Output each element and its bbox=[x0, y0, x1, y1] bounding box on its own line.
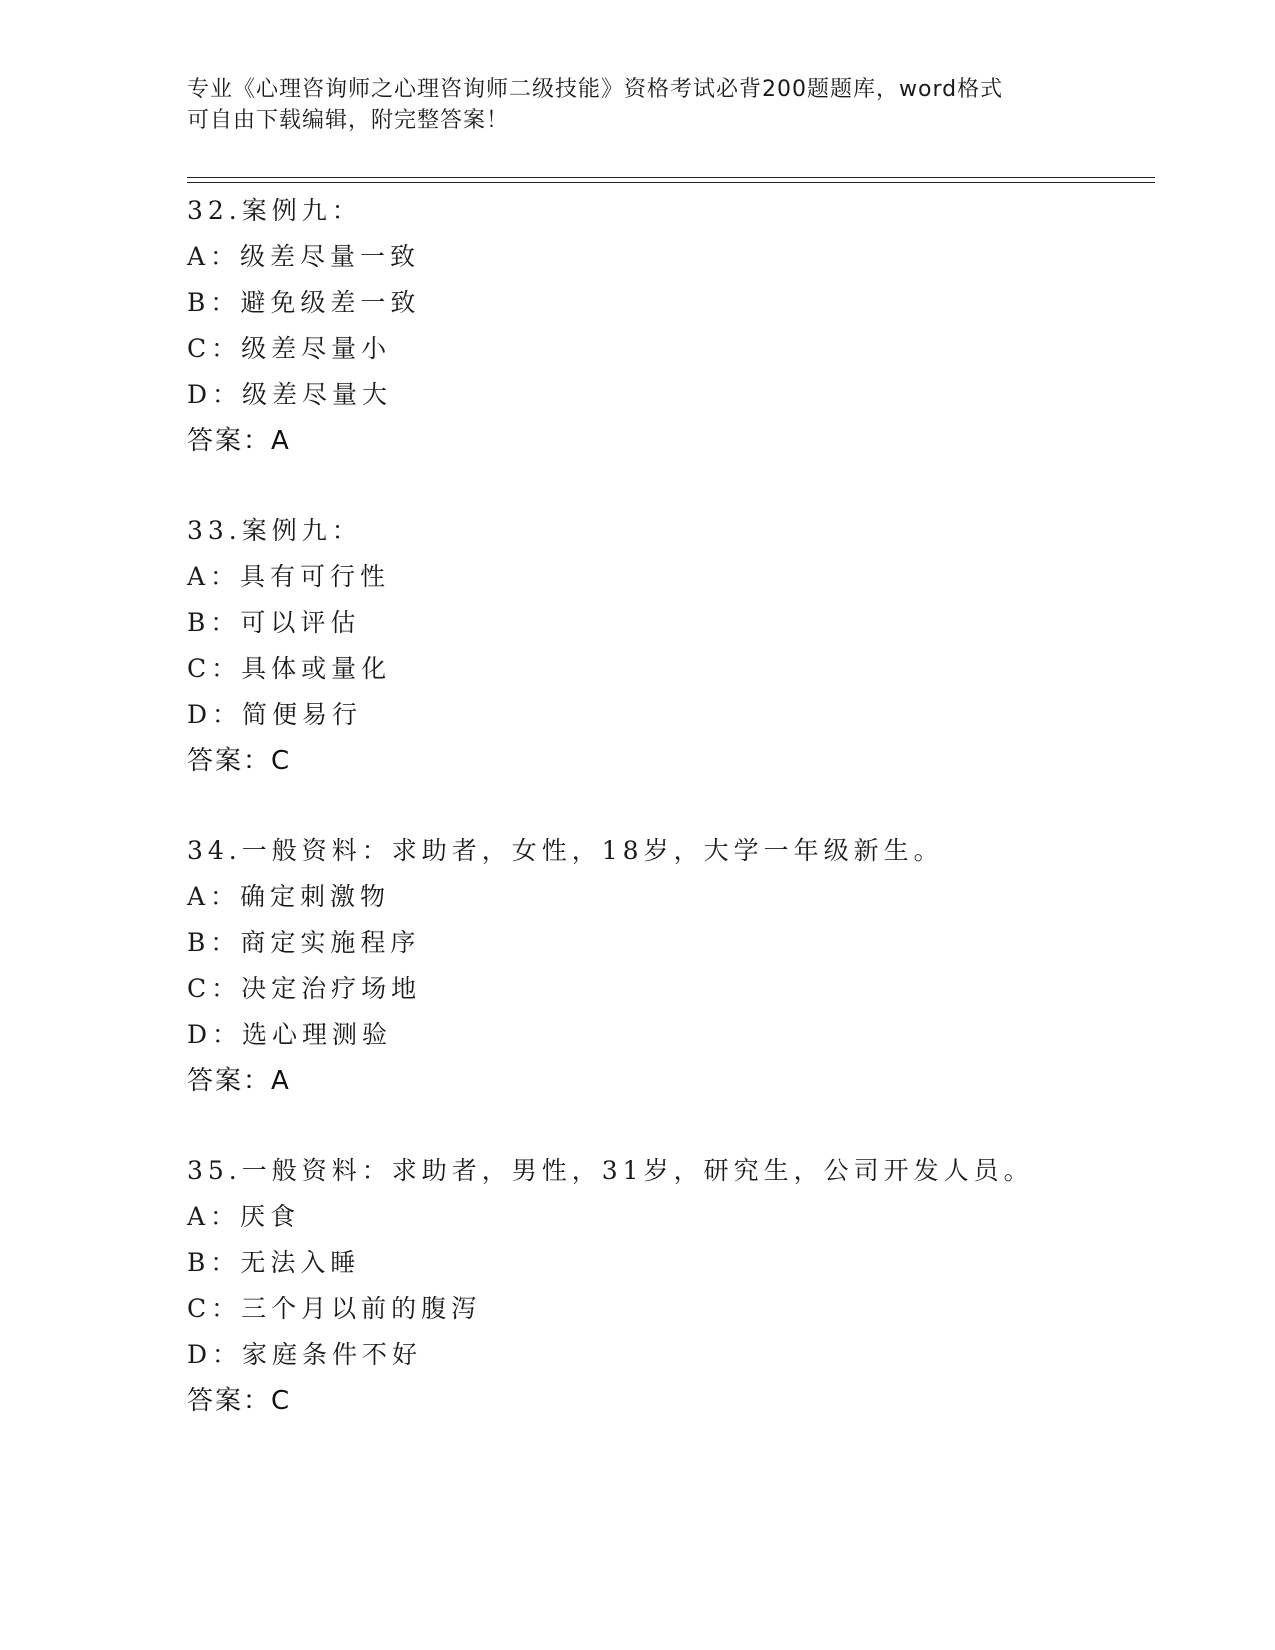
header-divider-bottom bbox=[187, 182, 1155, 183]
question-item bbox=[187, 828, 1155, 1148]
question-list bbox=[187, 188, 1155, 1468]
option-a: A：确定刺激物 bbox=[187, 882, 391, 911]
question-stem: 32.案例九： bbox=[187, 196, 362, 225]
option-c: C：具体或量化 bbox=[187, 654, 392, 683]
option-c: C：级差尽量小 bbox=[187, 334, 392, 363]
option-b: B：避免级差一致 bbox=[187, 288, 421, 317]
question-item bbox=[187, 508, 1155, 828]
option-a: A：具有可行性 bbox=[187, 562, 391, 591]
option-c: C：决定治疗场地 bbox=[187, 974, 422, 1003]
option-b: B：可以评估 bbox=[187, 608, 361, 637]
question-stem: 34.一般资料：求助者，女性，18岁，大学一年级新生。 bbox=[187, 836, 944, 865]
header-divider-top bbox=[187, 177, 1155, 178]
option-d: D：简便易行 bbox=[187, 700, 363, 729]
option-d: D：家庭条件不好 bbox=[187, 1340, 423, 1369]
option-d: D：选心理测验 bbox=[187, 1020, 393, 1049]
question-item bbox=[187, 188, 1155, 508]
question-stem: 33.案例九： bbox=[187, 516, 362, 545]
option-b: B：无法入睡 bbox=[187, 1248, 361, 1277]
answer-line: 答案：A bbox=[187, 426, 291, 456]
option-d: D：级差尽量大 bbox=[187, 380, 393, 409]
option-c: C：三个月以前的腹泻 bbox=[187, 1294, 482, 1323]
option-a: A：厌食 bbox=[187, 1202, 301, 1231]
option-a: A：级差尽量一致 bbox=[187, 242, 421, 271]
document-header bbox=[187, 74, 1067, 136]
option-b: B：商定实施程序 bbox=[187, 928, 421, 957]
answer-line: 答案：A bbox=[187, 1066, 291, 1096]
header-title-line-2: 可自由下载编辑，附完整答案！ bbox=[187, 108, 510, 133]
answer-line: 答案：C bbox=[187, 746, 292, 776]
answer-line: 答案：C bbox=[187, 1386, 292, 1416]
question-item bbox=[187, 1148, 1155, 1468]
question-stem: 35.一般资料：求助者，男性，31岁，研究生，公司开发人员。 bbox=[187, 1156, 1034, 1185]
header-title-line-1: 专业《心理咨询师之心理咨询师二级技能》资格考试必背200题题库，word格式 bbox=[187, 77, 1004, 102]
